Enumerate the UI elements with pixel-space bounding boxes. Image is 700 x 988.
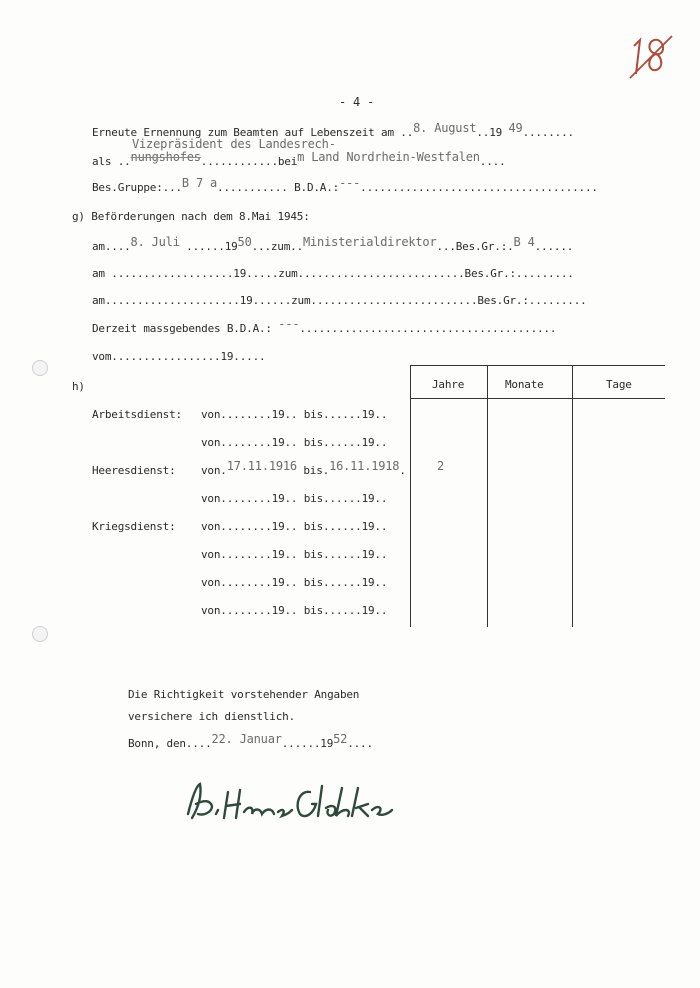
signature-image (182, 778, 412, 828)
service-period-row: von........19.. bis......19.. (201, 548, 388, 561)
promotion-row-2: am ...................19.....zum..........................Bes.Gr.:......... (92, 267, 574, 280)
service-period-row: von........19.. bis......19.. (201, 520, 388, 533)
signature (182, 778, 412, 828)
vom-line: vom.................19..... (92, 350, 266, 363)
service-label-heeresdienst: Heeresdienst: (92, 464, 176, 477)
section-g-heading: g) Beförderungen nach dem 8.Mai 1945: (72, 210, 310, 223)
table-col-line-3 (572, 365, 573, 627)
service-period-row: von........19.. bis......19.. (201, 492, 388, 505)
column-header-monate: Monate (505, 378, 544, 391)
section-h-label: h) (72, 380, 85, 393)
position-line: als ..nungshofes............beim Land Nordrhein-Westfalen.... (92, 150, 506, 168)
certification-line-1: Die Richtigkeit vorstehender Angaben (128, 688, 360, 701)
reappointment-line: Erneute Ernennung zum Beamten auf Lebenszeit am ..8. August..19 49........ (92, 121, 574, 139)
table-top-line (410, 365, 665, 366)
column-header-tage: Tage (606, 378, 632, 391)
table-col-line-1 (410, 365, 411, 627)
current-bda-line: Derzeit massgebendes B.D.A.: ---........................................ (92, 317, 557, 335)
pay-group-line: Bes.Gruppe:...B 7 a........... B.D.A.:---..................................... (92, 176, 598, 194)
service-label-kriegsdienst: Kriegsdienst: (92, 520, 176, 533)
handwritten-page-number (628, 28, 674, 82)
position-title-top: Vizepräsident des Landesrech- (132, 137, 336, 151)
certification-line-2: versichere ich dienstlich. (128, 710, 295, 723)
service-period-row: von........19.. bis......19.. (201, 604, 388, 617)
page-number: - 4 - (339, 95, 375, 109)
service-period-row: von.17.11.1916 bis.16.11.1918. (201, 459, 406, 477)
heeresdienst-years: 2 (437, 459, 445, 473)
table-col-line-2 (487, 365, 488, 627)
table-header-line (410, 398, 665, 399)
service-period-row: von........19.. bis......19.. (201, 436, 388, 449)
promotion-row-3: am.....................19......zum..........................Bes.Gr.:......... (92, 294, 587, 307)
service-label-arbeitsdienst: Arbeitsdienst: (92, 408, 182, 421)
promotion-row-1: am....8. Juli ......1950...zum..Ministerialdirektor...Bes.Gr.:.B 4...... (92, 235, 574, 253)
punch-hole-top (32, 360, 48, 376)
service-period-row: von........19.. bis......19.. (201, 408, 388, 421)
column-header-jahre: Jahre (432, 378, 465, 391)
punch-hole-bottom (32, 626, 48, 642)
service-period-row: von........19.. bis......19.. (201, 576, 388, 589)
place-date-line: Bonn, den....22. Januar......1952.... (128, 732, 373, 750)
